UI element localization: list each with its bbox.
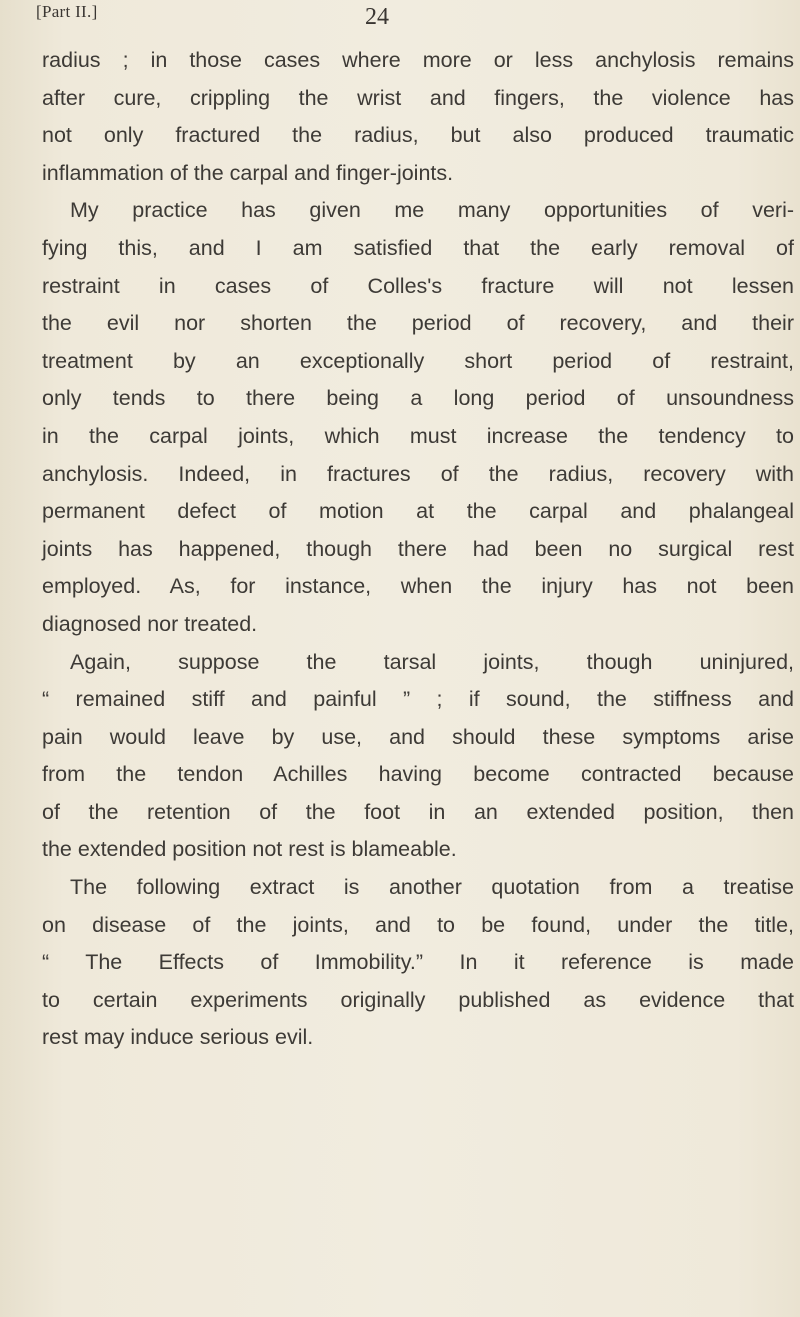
text-line: from the tendon Achilles having become contracted because [42, 762, 794, 787]
text-line: inflammation of the carpal and finger-joints. [42, 160, 454, 185]
text-line: employed. As, for instance, when the injury has not been [42, 574, 794, 599]
text-line: treatment by an exceptionally short period of restraint, [42, 348, 794, 373]
text-line: Again, suppose the tarsal joints, though uninjured, [70, 649, 794, 674]
text-line: radius ; in those cases where more or less anchylosis remains [42, 48, 794, 72]
running-head: [Part II.] [36, 2, 98, 21]
text-line: the evil nor shorten the period of recovery, and their [42, 311, 794, 336]
text-line: the extended position not rest is blameable. [42, 837, 457, 862]
text-line: after cure, crippling the wrist and fingers, the violence has [42, 85, 794, 110]
text-line: of the retention of the foot in an extended position, then [42, 799, 794, 824]
text-line: diagnosed nor treated. [42, 611, 258, 636]
text-line: only tends to there being a long period of unsoundness [42, 386, 794, 411]
text-line: on disease of the joints, and to be found, under the title, [42, 912, 794, 937]
text-line: The following extract is another quotation from a treatise [70, 875, 794, 900]
text-line: fying this, and I am satisfied that the early removal of [42, 235, 794, 260]
text-line: joints has happened, though there had been no surgical rest [42, 536, 794, 561]
text-line: to certain experiments originally published as evidence that [42, 987, 794, 1012]
text-line: in the carpal joints, which must increase the tendency to [42, 423, 794, 448]
text-line: My practice has given me many opportunities of veri- [70, 198, 794, 223]
text-line: “ remained stiff and painful ” ; if sound, the stiffness and [42, 687, 794, 712]
text-line: restraint in cases of Colles's fracture will not lessen [42, 273, 794, 298]
text-line: rest may induce serious evil. [42, 1025, 314, 1050]
text-line: not only fractured the radius, but also produced traumatic [42, 123, 794, 148]
page-number: 24 [365, 4, 389, 30]
text-line: anchylosis. Indeed, in fractures of the radius, recovery with [42, 461, 794, 486]
body-text [42, 42, 794, 1057]
text-line: pain would leave by use, and should these symptoms arise [42, 724, 794, 749]
text-line: permanent defect of motion at the carpal and phalangeal [42, 499, 794, 524]
text-line: “ The Effects of Immobility.” In it reference is made [42, 950, 794, 975]
